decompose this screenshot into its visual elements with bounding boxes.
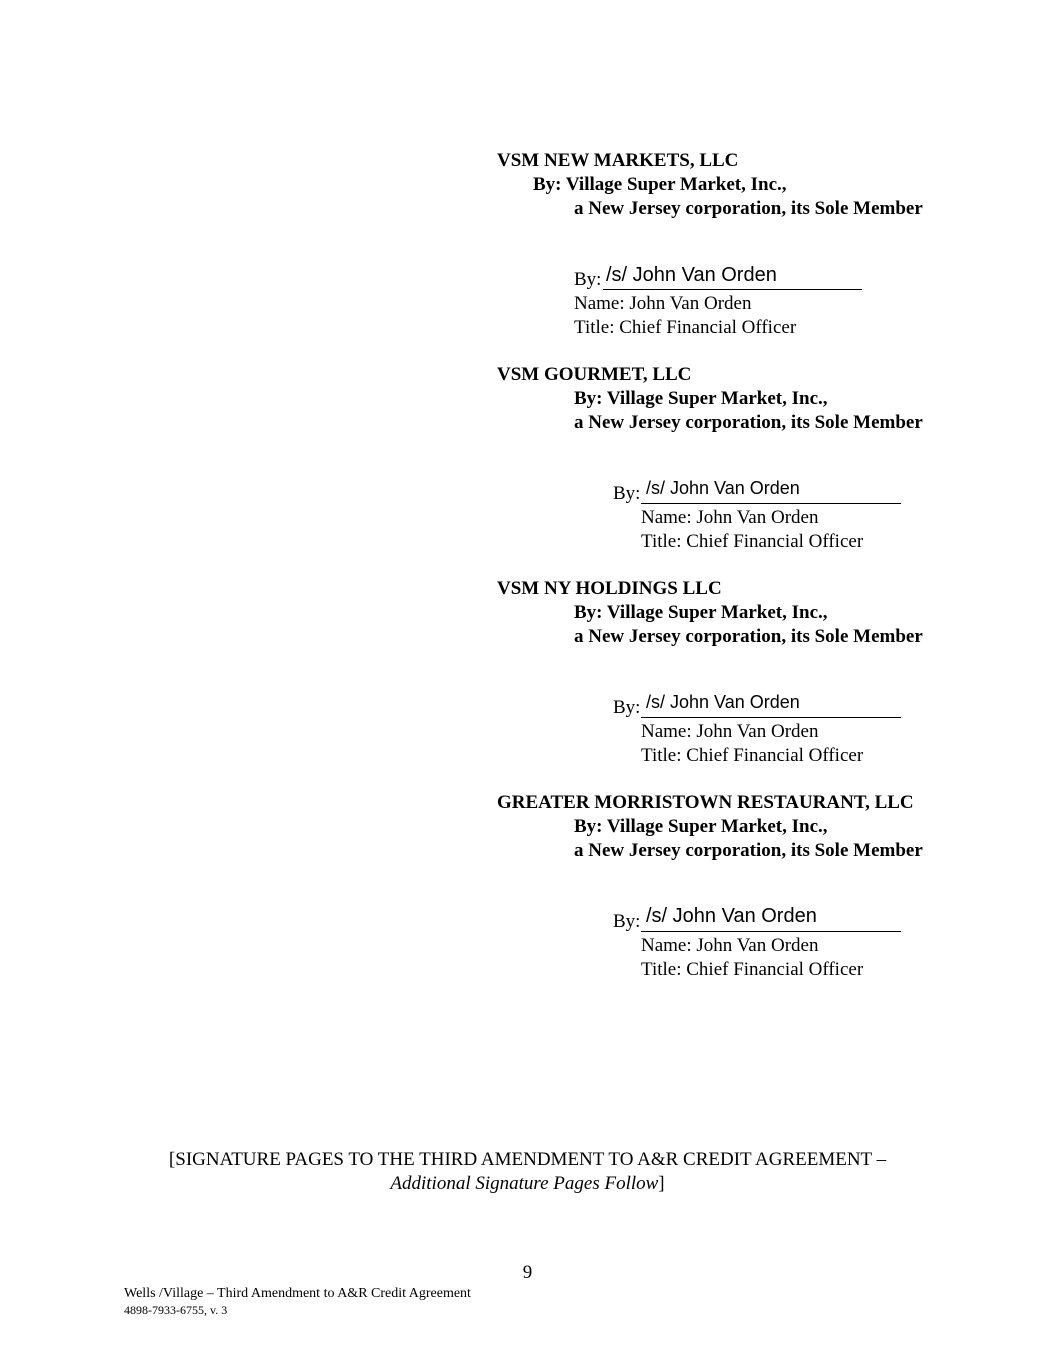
page-number: 9 — [522, 1262, 533, 1283]
title-line: Title: Chief Financial Officer — [641, 531, 864, 552]
by-line: By: Village Super Market, Inc., — [574, 388, 828, 409]
title-line: Title: Chief Financial Officer — [574, 317, 797, 338]
signature: /s/ John Van Orden — [606, 264, 777, 286]
sig-by-label: By: — [613, 483, 641, 504]
corp-line: a New Jersey corporation, its Sole Member — [574, 412, 923, 433]
corp-line: a New Jersey corporation, its Sole Member — [574, 626, 923, 647]
title-line: Title: Chief Financial Officer — [641, 745, 864, 766]
entity-name: GREATER MORRISTOWN RESTAURANT, LLC — [497, 792, 914, 813]
by-line: By: Village Super Market, Inc., — [574, 816, 828, 837]
entity-name: VSM NY HOLDINGS LLC — [497, 578, 722, 599]
caption-line-1: [SIGNATURE PAGES TO THE THIRD AMENDMENT TO A&R CREDIT AGREEMENT – — [168, 1149, 887, 1170]
sig-by-label: By: — [574, 269, 602, 290]
caption-italic-text: Additional Signature Pages Follow — [390, 1173, 659, 1194]
name-line: Name: John Van Orden — [574, 293, 752, 314]
footer-line-2: 4898-7933-6755, v. 3 — [124, 1303, 228, 1317]
name-line: Name: John Van Orden — [641, 507, 819, 528]
entity-name: VSM GOURMET, LLC — [497, 364, 692, 385]
caption-line-2 — [0, 1172, 1055, 1196]
signature: /s/ John Van Orden — [646, 478, 800, 498]
entity-name: VSM NEW MARKETS, LLC — [497, 150, 739, 171]
signature-line — [641, 931, 901, 932]
signature-line — [641, 503, 901, 504]
footer-line-1: Wells /Village – Third Amendment to A&R Credit Agreement — [124, 1286, 471, 1301]
signature-line — [641, 717, 901, 718]
sig-by-label: By: — [613, 911, 641, 932]
corp-line: a New Jersey corporation, its Sole Member — [574, 198, 923, 219]
title-line: Title: Chief Financial Officer — [641, 959, 864, 980]
name-line: Name: John Van Orden — [641, 721, 819, 742]
caption-close-bracket: ] — [658, 1173, 665, 1194]
signature-line — [603, 289, 862, 290]
by-line: By: Village Super Market, Inc., — [574, 602, 828, 623]
signature: /s/ John Van Orden — [646, 905, 817, 927]
signature: /s/ John Van Orden — [646, 692, 800, 712]
by-line: By: Village Super Market, Inc., — [533, 174, 787, 195]
corp-line: a New Jersey corporation, its Sole Member — [574, 840, 923, 861]
sig-by-label: By: — [613, 697, 641, 718]
name-line: Name: John Van Orden — [641, 935, 819, 956]
